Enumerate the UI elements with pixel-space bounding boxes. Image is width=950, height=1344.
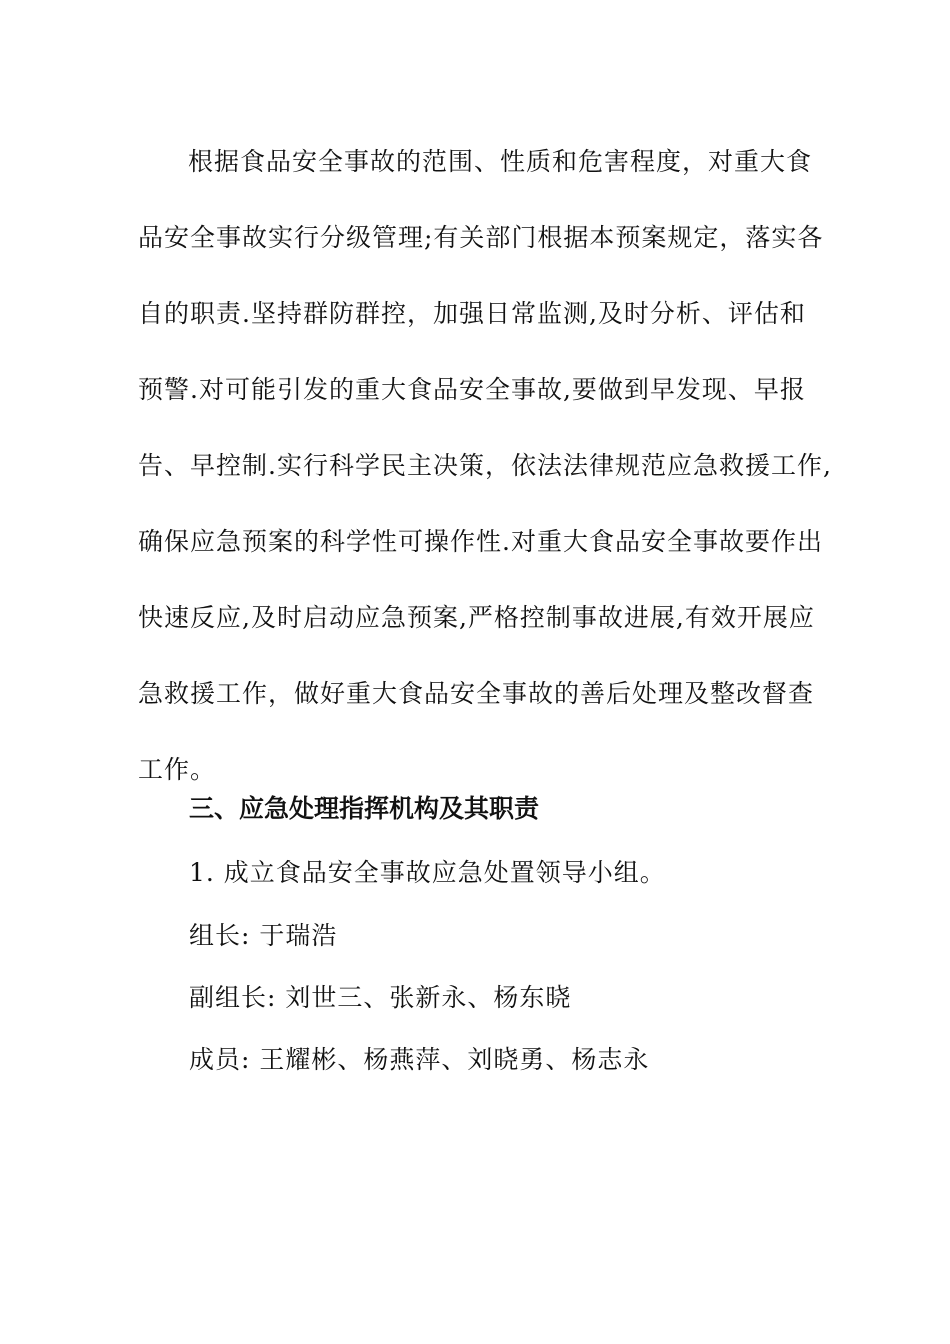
paragraph-line: 确保应急预案的科学性可操作性.对重大食品安全事故要作出: [138, 527, 823, 556]
paragraph-line: 自的职责.坚持群防群控，加强日常监测,及时分析、评估和: [138, 299, 806, 328]
paragraph-line: 工作。: [138, 755, 217, 784]
body-paragraph: [138, 124, 832, 808]
section-heading: 三、应急处理指挥机构及其职责: [189, 794, 540, 823]
paragraph-line: 品安全事故实行分级管理;有关部门根据本预案规定，落实各: [138, 223, 824, 252]
paragraph-line: 预警.对可能引发的重大食品安全事故,要做到早发现、早报: [138, 375, 806, 404]
paragraph-line: 告、早控制.实行科学民主决策，依法法律规范应急救援工作,: [138, 451, 832, 480]
paragraph-line: 根据食品安全事故的范围、性质和危害程度，对重大食: [188, 147, 813, 176]
group-leader-line: 组长: 于瑞浩: [189, 921, 338, 950]
deputy-leader-line: 副组长: 刘世三、张新永、杨东晓: [189, 983, 572, 1012]
paragraph-line: 快速反应,及时启动应急预案,严格控制事故进展,有效开展应: [138, 603, 815, 632]
members-line: 成员: 王耀彬、杨燕萍、刘晓勇、杨志永: [189, 1045, 650, 1074]
paragraph-line: 急救援工作，做好重大食品安全事故的善后处理及整改督查: [138, 679, 815, 708]
list-item-establish-group: 1. 成立食品安全事故应急处置领导小组。: [189, 858, 666, 887]
